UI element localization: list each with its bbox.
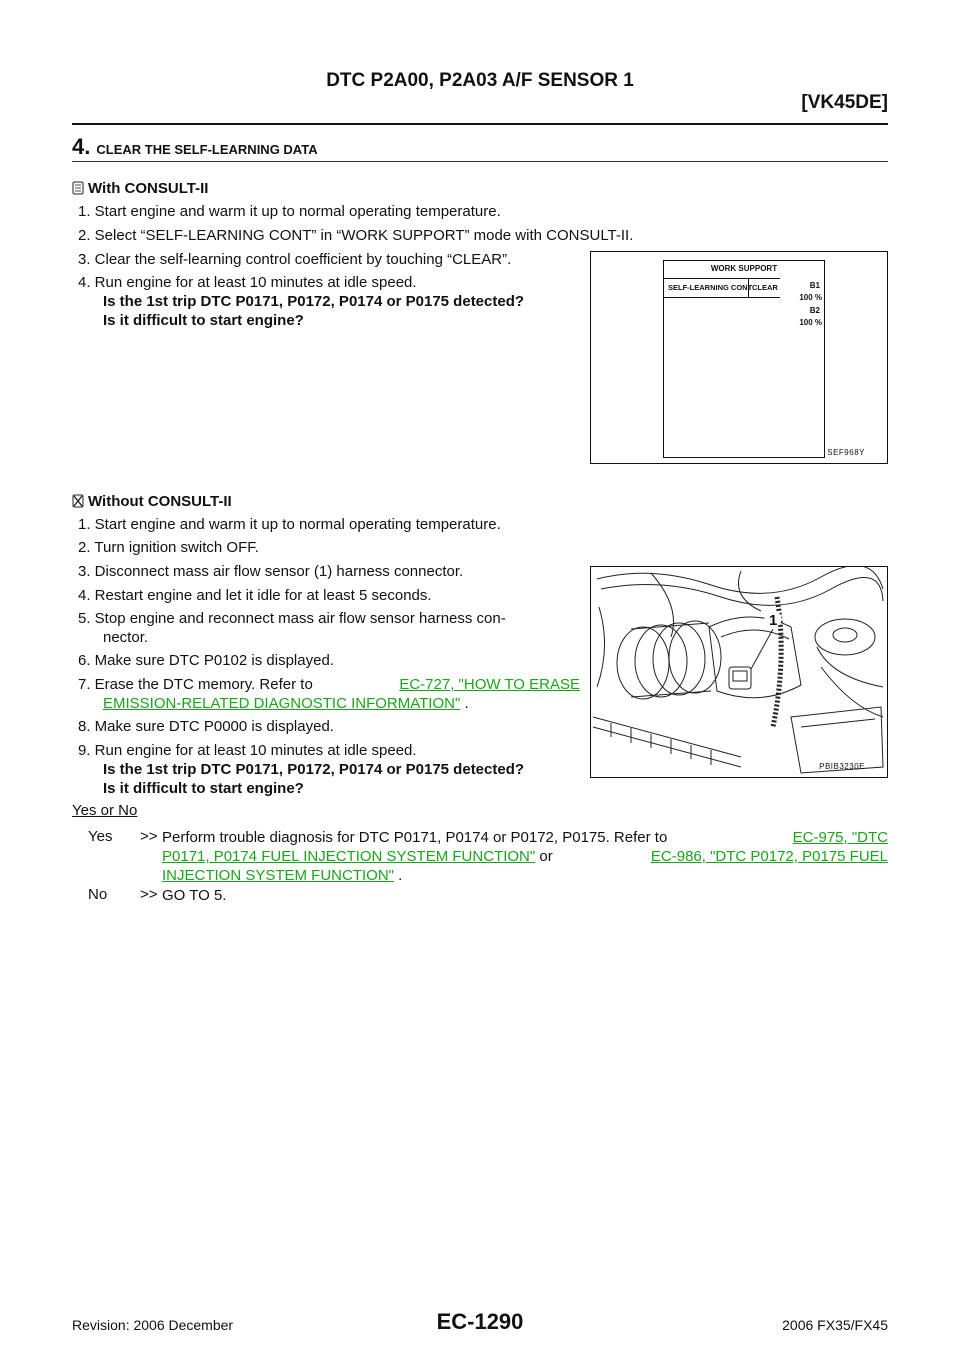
manual-step-1: 1. Start engine and warm it up to normal operating temperature. <box>78 516 501 533</box>
manual-step-7 <box>78 675 580 695</box>
footer-revision: Revision: 2006 December <box>72 1317 234 1333</box>
no-consult-icon <box>72 494 84 508</box>
consult-step-3: 3. Clear the self-learning control coefficient by touching “CLEAR”. <box>78 251 512 268</box>
step-heading <box>72 134 318 160</box>
yes-action-line-2 <box>162 847 888 867</box>
manual-step-6: 6. Make sure DTC P0102 is displayed. <box>78 652 334 669</box>
step-rule <box>72 161 888 162</box>
without-consult-text: Without CONSULT-II <box>88 493 232 510</box>
step-title: CLEAR THE SELF-LEARNING DATA <box>96 142 318 157</box>
manual-step-7-cont <box>103 694 469 714</box>
consult-icon <box>72 181 84 195</box>
clear-button: CLEAR <box>752 283 778 292</box>
consult-step-4: 4. Run engine for at least 10 minutes at idle speed. <box>78 274 417 291</box>
manual-step-5: 5. Stop engine and reconnect mass air flow sensor harness con- <box>78 610 506 627</box>
ec975-link-cont[interactable]: P0171, P0174 FUEL INJECTION SYSTEM FUNCTION" <box>162 848 536 865</box>
b1-value: 100 % <box>799 293 822 302</box>
consult-step-2: 2. Select “SELF-LEARNING CONT” in “WORK SUPPORT” mode with CONSULT-II. <box>78 227 634 244</box>
manual-step-7-end: . <box>460 695 469 712</box>
ec986-link-cont[interactable]: INJECTION SYSTEM FUNCTION" <box>162 867 394 884</box>
manual-question-2: Is it difficult to start engine? <box>103 780 304 797</box>
figure-id: SEF968Y <box>827 448 865 457</box>
b1-label: B1 <box>809 281 820 290</box>
no-action: GO TO 5. <box>162 887 227 904</box>
consult-question-2: Is it difficult to start engine? <box>103 312 304 329</box>
manual-step-7-text: 7. Erase the DTC memory. Refer to <box>78 676 313 693</box>
manual-step-3: 3. Disconnect mass air flow sensor (1) harness connector. <box>78 563 464 580</box>
yes-or-no-heading: Yes or No <box>72 802 138 819</box>
with-consult-text: With CONSULT-II <box>88 180 209 197</box>
yes-action-end: . <box>394 867 403 884</box>
work-support-title: WORK SUPPORT <box>710 264 778 273</box>
manual-step-2: 2. Turn ignition switch OFF. <box>78 539 259 556</box>
without-consult-label <box>88 493 232 510</box>
cell-separator <box>748 279 749 297</box>
header-rule <box>72 123 888 125</box>
ec986-link[interactable]: EC-986, "DTC P0172, P0175 FUEL <box>650 848 888 865</box>
self-learning-item: SELF-LEARNING CONT <box>668 283 753 292</box>
yes-action-text: Perform trouble diagnosis for DTC P0171, P0174 or P0172, P0175. Refer to <box>162 829 668 846</box>
consult-question-1: Is the 1st trip DTC P0171, P0172, P0174 or P0175 detected? <box>103 293 525 310</box>
erase-dtc-link[interactable]: EC-727, "HOW TO ERASE <box>399 676 580 693</box>
yes-or-text: or <box>535 848 553 865</box>
with-consult-label <box>88 180 208 197</box>
engine-bay-figure <box>590 566 888 778</box>
manual-step-5-cont: nector. <box>103 629 149 646</box>
self-learning-row <box>664 278 780 298</box>
manual-step-8: 8. Make sure DTC P0000 is displayed. <box>78 718 334 735</box>
yes-arrow: >> <box>140 828 158 845</box>
yes-action-line-3 <box>162 866 888 886</box>
no-key: No <box>88 886 108 903</box>
footer-model: 2006 FX35/FX45 <box>782 1317 888 1333</box>
b2-value: 100 % <box>799 318 822 327</box>
footer-page-number: EC-1290 <box>436 1309 524 1334</box>
manual-step-9: 9. Run engine for at least 10 minutes at idle speed. <box>78 742 417 759</box>
manual-question-1: Is the 1st trip DTC P0171, P0172, P0174 or P0175 detected? <box>103 761 525 778</box>
manual-step-4: 4. Restart engine and let it idle for at least 5 seconds. <box>78 587 432 604</box>
no-arrow: >> <box>140 886 158 903</box>
step-number: 4. <box>72 134 91 159</box>
figure2-id: PBIB3230E <box>819 762 865 771</box>
ec975-link[interactable]: EC-975, "DTC <box>792 829 888 846</box>
yes-key: Yes <box>88 828 113 845</box>
page-title: DTC P2A00, P2A03 A/F SENSOR 1 <box>326 70 634 91</box>
callout-1: 1 <box>769 612 778 629</box>
work-support-figure <box>590 251 888 464</box>
work-support-screen <box>663 260 825 458</box>
engine-bay-illustration <box>591 567 887 777</box>
yes-action <box>162 828 888 848</box>
erase-dtc-link-cont[interactable]: EMISSION-RELATED DIAGNOSTIC INFORMATION" <box>103 695 461 712</box>
consult-step-1: 1. Start engine and warm it up to normal operating temperature. <box>78 203 501 220</box>
engine-model: [VK45DE] <box>801 92 888 113</box>
b2-label: B2 <box>809 306 820 315</box>
